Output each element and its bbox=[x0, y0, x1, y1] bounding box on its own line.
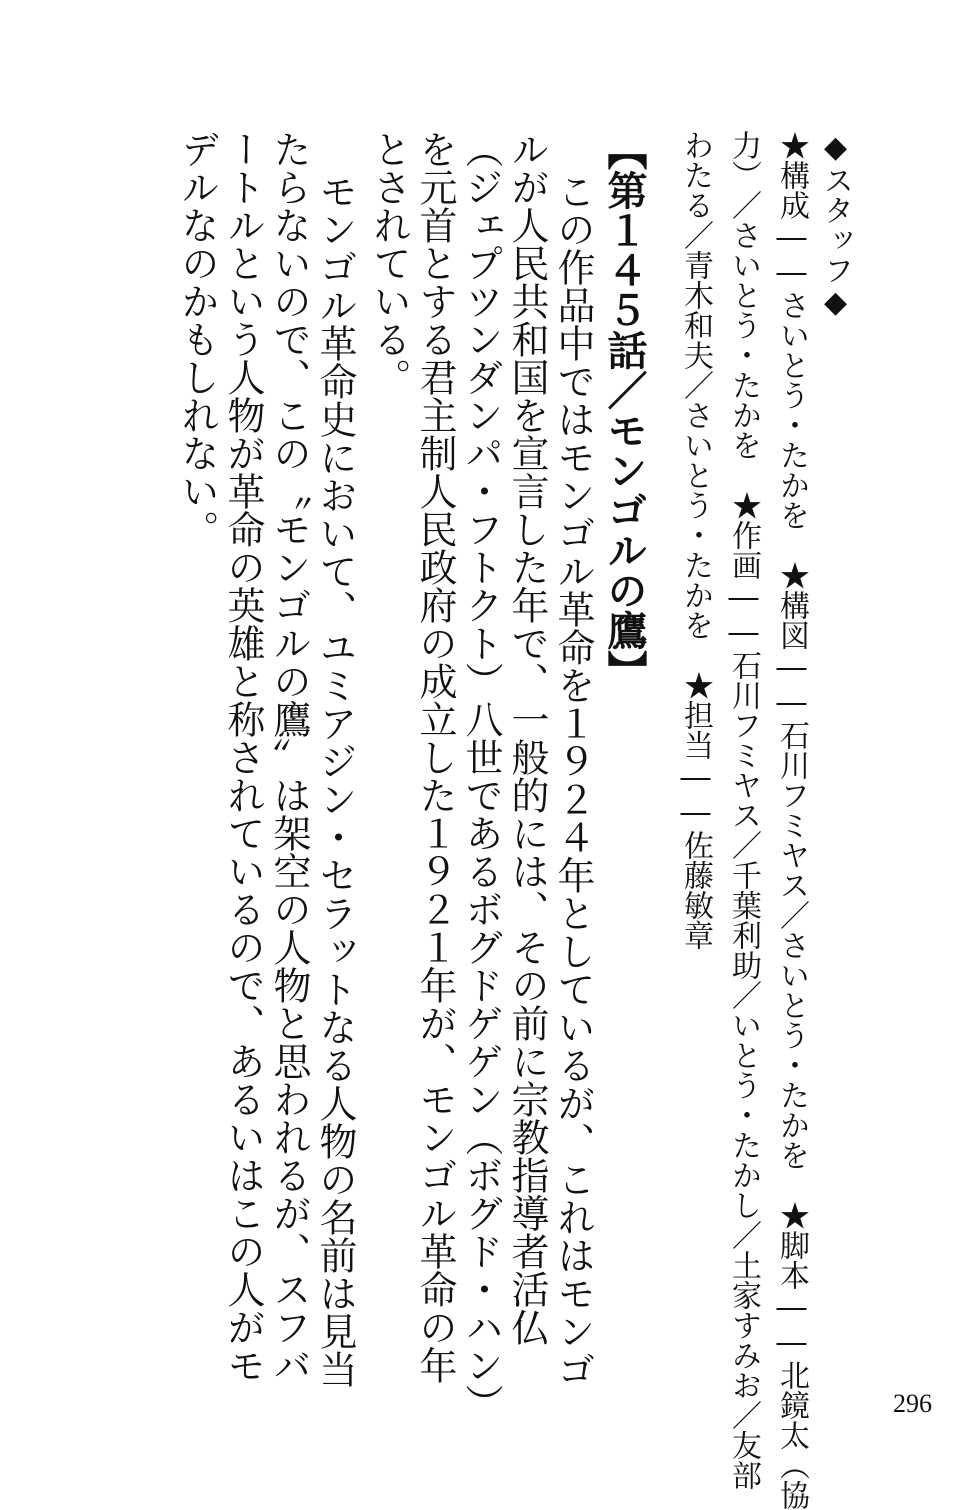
body-line-4: を元首とする君主制人民政府の成立した１９２１年が、モンゴル革命の年 bbox=[413, 130, 457, 1384]
staff-line-1: ★構成――さいとう・たかを ★構図――石川フミヤス／さいとう・たかを ★脚本――北鏡太（協 bbox=[774, 130, 809, 1510]
episode-heading: 【第１４５話／モンゴルの鷹】 bbox=[601, 130, 647, 690]
body-line-3: （ジェプツンダンパ・フトクト）八世であるボグドゲゲン（ボグド・ハン） bbox=[459, 130, 503, 1422]
body-line-5: とされている。 bbox=[367, 130, 411, 396]
staff-line-3: わたる／青木和夫／さいとう・たかを ★担当――佐藤敏章 bbox=[678, 130, 713, 950]
body-line-9: デルなのかもしれない。 bbox=[175, 130, 219, 548]
staff-line-2: 力）／さいとう・たかを ★作画――石川フミヤス／千葉利助／いとう・たかし／土家すみお／友部 bbox=[726, 130, 761, 1490]
body-line-7: たらないので、この〝モンゴルの鷹〟は架空の人物と思われるが、スフバ bbox=[267, 130, 311, 1384]
body-line-6: モンゴル革命史において、ユミアジン・セラットなる人物の名前は見当 bbox=[313, 172, 357, 1388]
body-line-1: この作品中ではモンゴル革命を１９２４年としているが、これはモンゴ bbox=[551, 172, 595, 1388]
body-line-2: ルが人民共和国を宣言した年で、一般的には、その前に宗教指導者活仏 bbox=[505, 130, 549, 1346]
staff-title: ◆スタッフ◆ bbox=[818, 130, 853, 320]
page-number: 296 bbox=[893, 1389, 932, 1418]
body-line-8: ートルという人物が革命の英雄と称されているので、あるいはこの人がモ bbox=[221, 130, 265, 1384]
